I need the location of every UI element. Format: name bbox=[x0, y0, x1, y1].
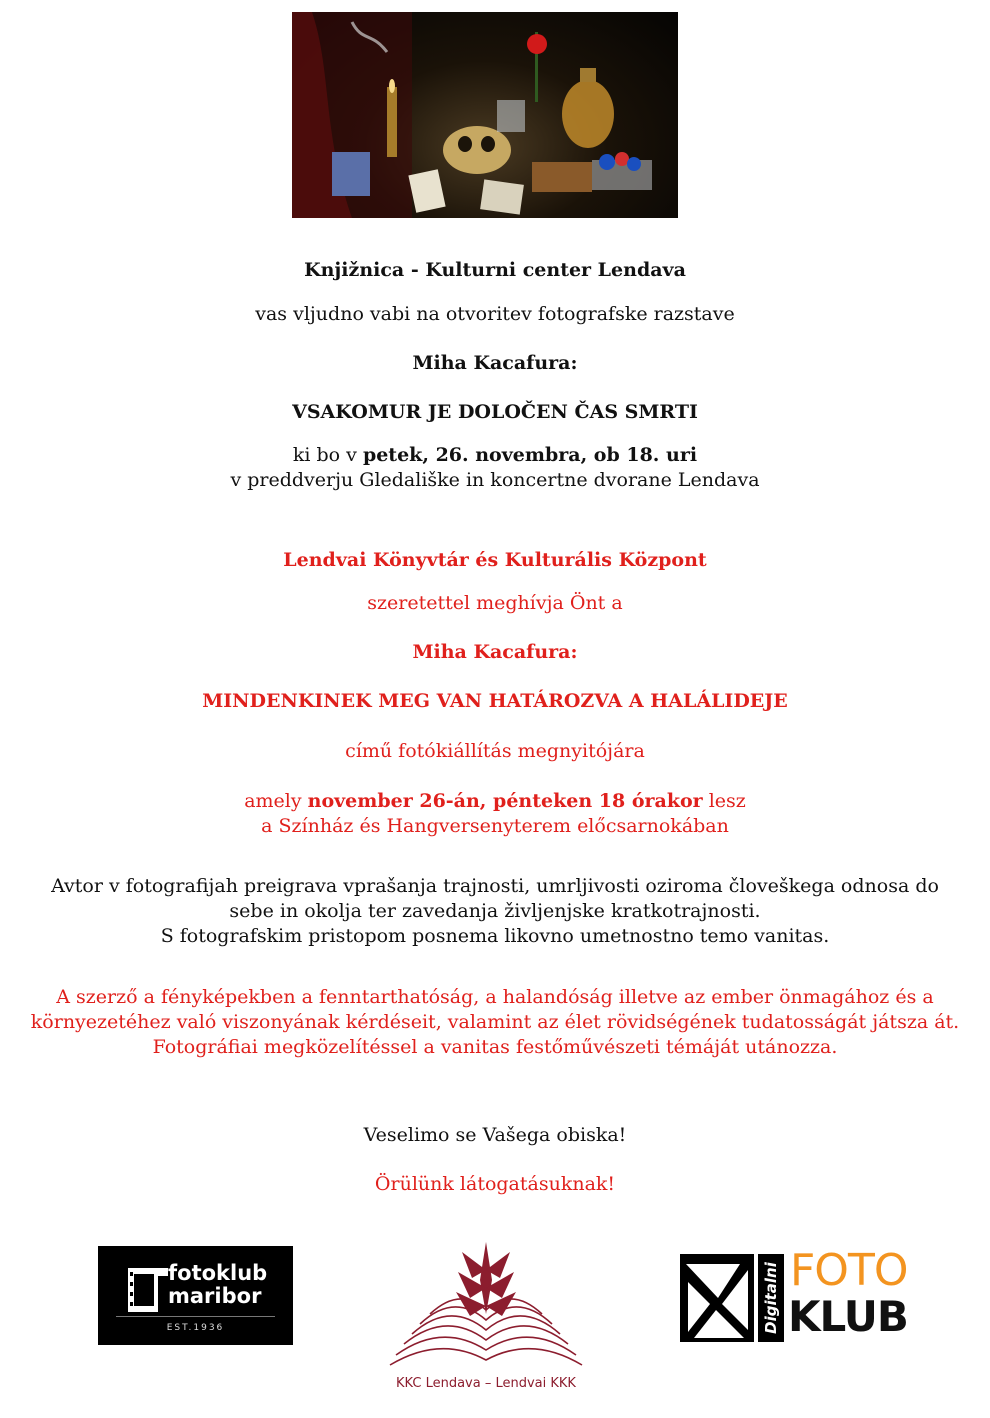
fotoklub-maribor-logo bbox=[98, 1246, 293, 1345]
fotoklub-est: EST.1936 bbox=[166, 1323, 225, 1333]
event-time-suffix-hu: lesz bbox=[702, 790, 746, 812]
event-time-prefix-hu: amely bbox=[244, 790, 308, 812]
org-name-sl: Knjižnica - Kulturni center Lendava bbox=[304, 259, 686, 281]
vanitas-still-life-photo bbox=[292, 12, 678, 218]
aperture-icon bbox=[680, 1254, 754, 1342]
closing-hu: Örülünk látogatásuknak! bbox=[374, 1173, 616, 1195]
event-time-value-hu: november 26-án, pénteken 18 órakor bbox=[307, 790, 703, 812]
digitalni-text: Digitalni bbox=[762, 1262, 780, 1334]
org-name-hu: Lendvai Könyvtár és Kulturális Központ bbox=[283, 549, 707, 571]
kkc-lendava-logo bbox=[380, 1240, 592, 1396]
event-time-value-sl: petek, 26. novembra, ob 18. uri bbox=[362, 444, 698, 466]
fotoklub-line-2: maribor bbox=[168, 1284, 262, 1308]
event-time-prefix-sl: ki bo v bbox=[292, 444, 363, 466]
event-venue-hu: a Színház és Hangversenyterem előcsarnokában bbox=[261, 815, 729, 837]
description-hu-line-1: A szerző a fényképekben a fenntarthatóság, a halandóság illetve az ember önmagához és a bbox=[56, 986, 934, 1008]
description-hu-line-3: Fotográfiai megközelítéssel a vanitas festőművészeti témáját utánozza. bbox=[152, 1036, 838, 1058]
invite-text-sl: vas vljudno vabi na otvoritev fotografske razstave bbox=[255, 303, 735, 325]
fotoklub-divider bbox=[116, 1316, 275, 1317]
event-time-hu bbox=[0, 789, 990, 814]
description-sl-line-2: sebe in okolja ter zavedanja življenjske kratkotrajnosti. bbox=[229, 900, 761, 922]
exhibition-subtitle-hu: című fotókiállítás megnyitójára bbox=[345, 740, 645, 762]
closing-sl: Veselimo se Vašega obiska! bbox=[363, 1124, 627, 1146]
event-time-sl bbox=[0, 443, 990, 468]
invite-text-hu: szeretettel meghívja Önt a bbox=[367, 592, 623, 614]
description-hu-line-2: környezetéhez való viszonyának kérdéseit, valamint az élet rövidségének tudatosságát játsza át. bbox=[30, 1011, 960, 1033]
fotoklub-line-1: fotoklub bbox=[168, 1261, 268, 1285]
description-sl-line-3: S fotografskim pristopom posnema likovno umetnostno temo vanitas. bbox=[160, 925, 830, 947]
event-venue-sl: v preddverju Gledališke in koncertne dvorane Lendava bbox=[230, 469, 760, 491]
kkc-logo-text: KKC Lendava – Lendvai KKK bbox=[396, 1376, 576, 1391]
book-wheat-icon bbox=[380, 1240, 592, 1375]
still-life-illustration bbox=[292, 12, 678, 218]
digitalni-foto-klub-logo bbox=[680, 1245, 912, 1342]
klub-wordmark: KLUB bbox=[788, 1292, 908, 1341]
author-name-hu: Miha Kacafura: bbox=[412, 641, 578, 663]
exhibition-title-hu: MINDENKINEK MEG VAN HATÁROZVA A HALÁLIDEJE bbox=[202, 690, 788, 712]
author-name-sl: Miha Kacafura: bbox=[412, 352, 578, 374]
foto-wordmark: FOTO bbox=[790, 1245, 908, 1296]
exhibition-title-sl: VSAKOMUR JE DOLOČEN ČAS SMRTI bbox=[292, 401, 698, 423]
fotoklub-maribor-wordmark bbox=[168, 1262, 267, 1308]
description-sl-line-1: Avtor v fotografijah preigrava vprašanja trajnosti, umrljivosti oziroma človeškega odnosa do bbox=[51, 875, 939, 897]
digitalni-vertical-label bbox=[758, 1254, 784, 1342]
